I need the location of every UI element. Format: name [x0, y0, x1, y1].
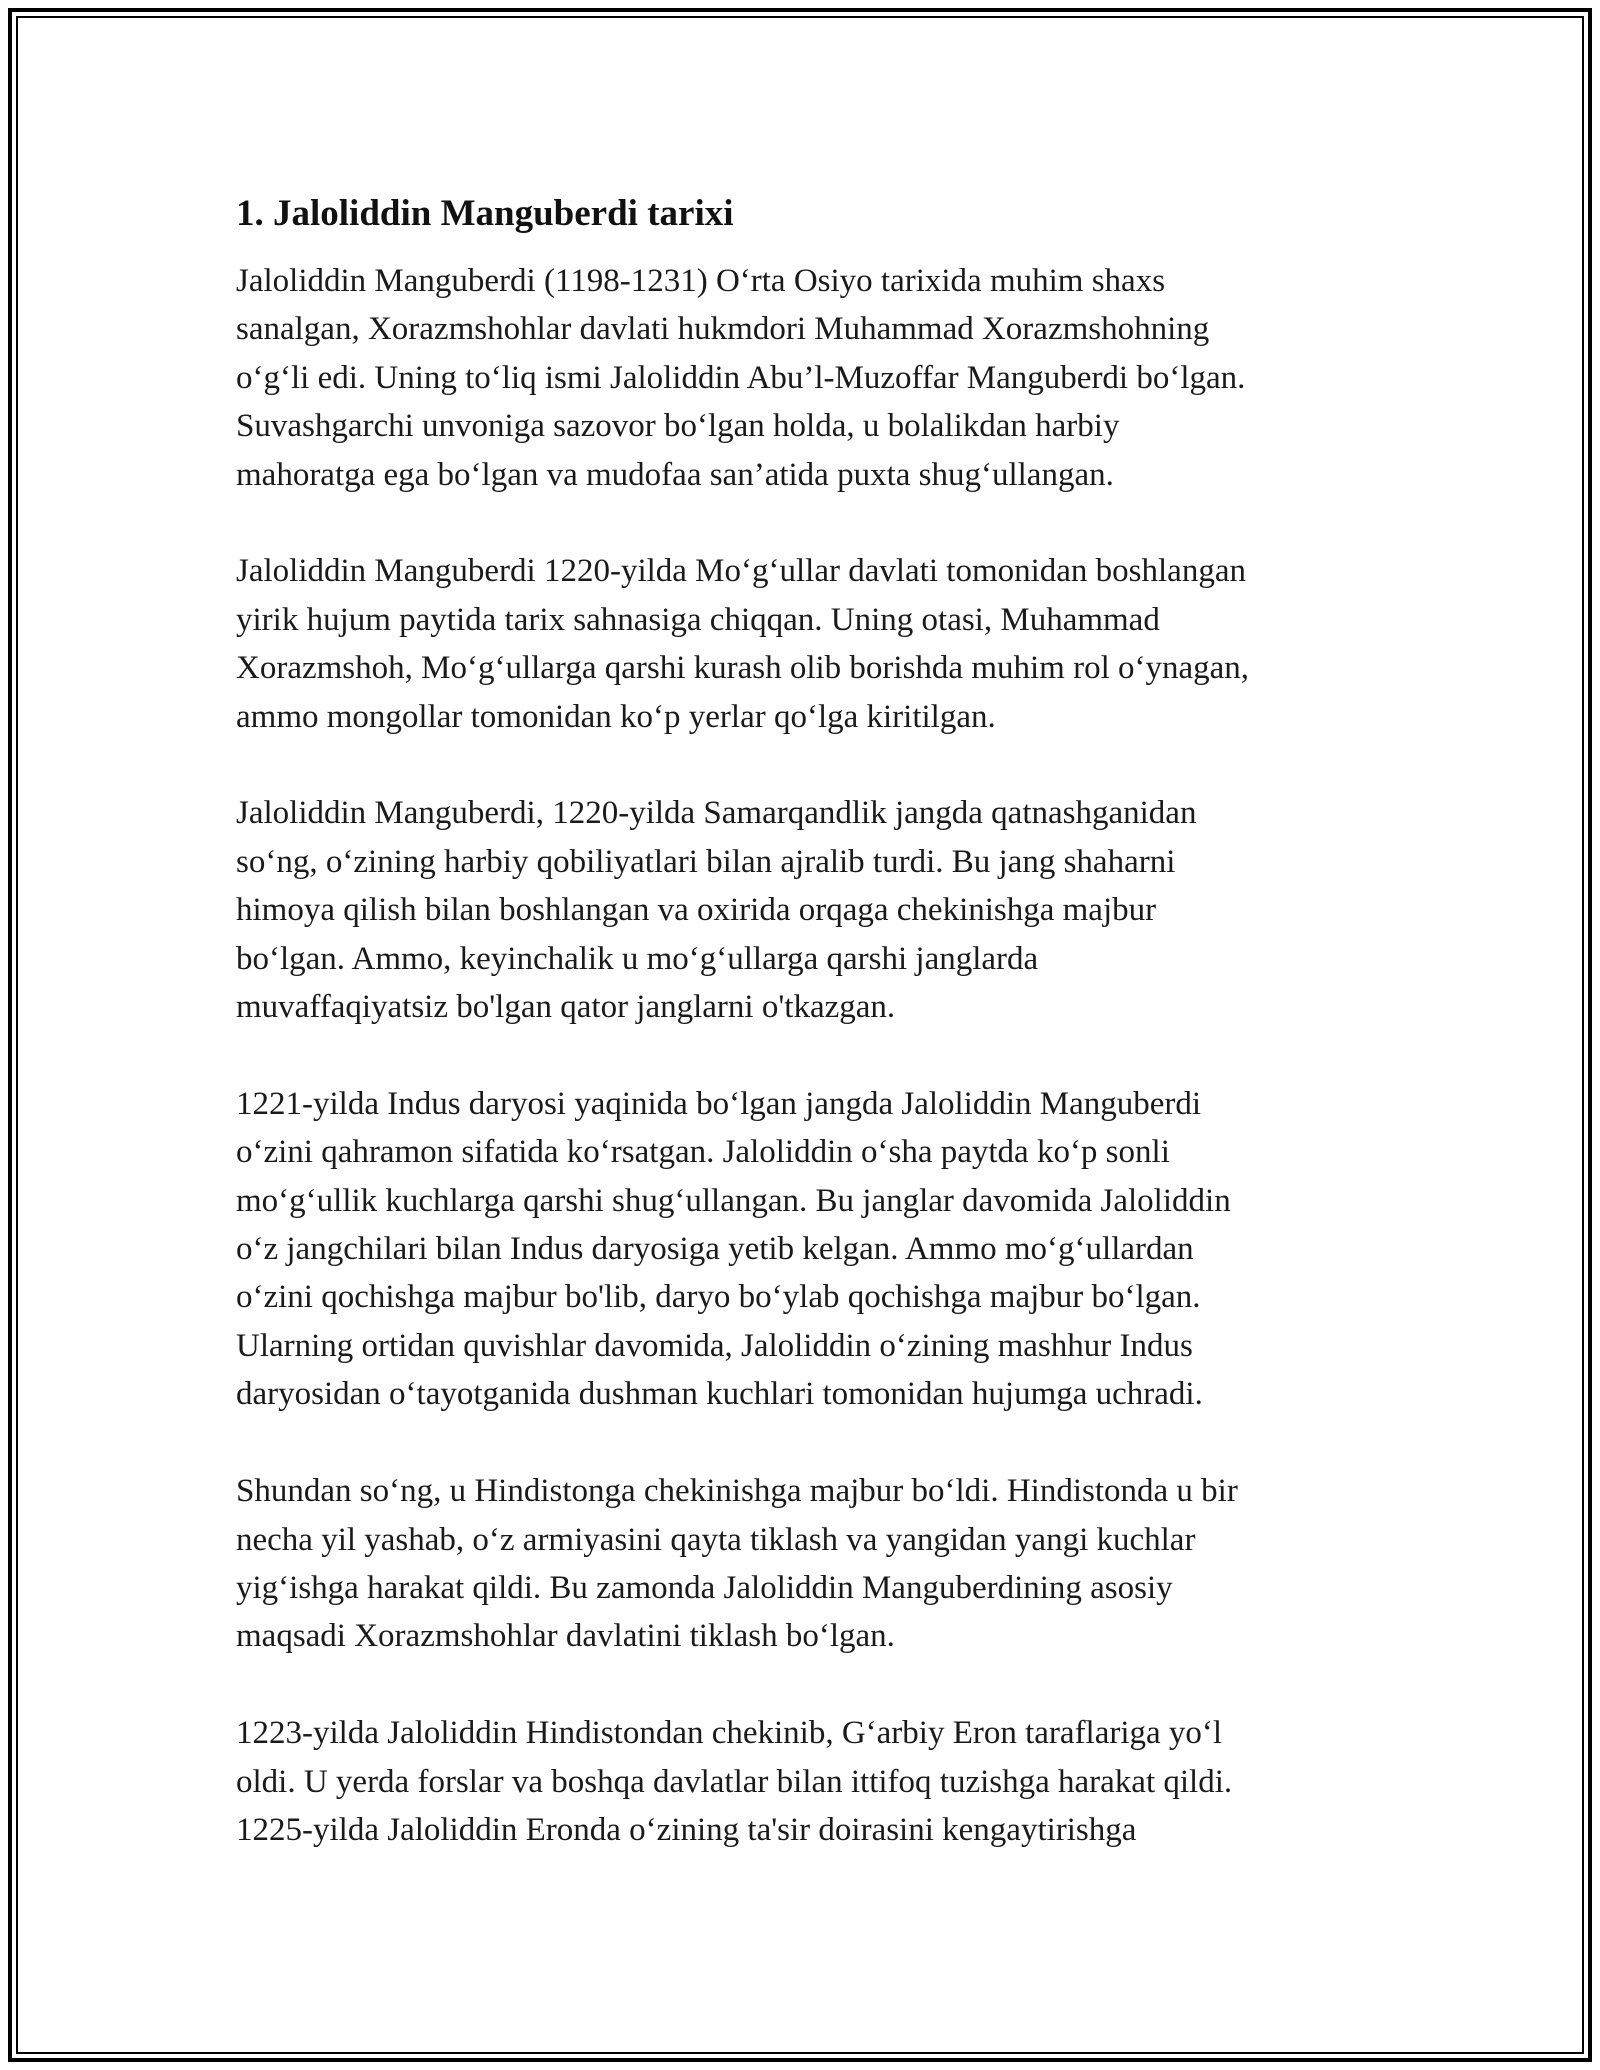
text-line: necha yil yashab, o‘z armiyasini qayta tiklash va yangidan yangi kuchlar: [236, 1521, 1196, 1558]
text-line: himoya qilish bilan boshlangan va oxirida orqaga chekinishga majbur: [236, 892, 1157, 929]
text-line: daryosidan o‘tayotganida dushman kuchlari tomonidan hujumga uchradi.: [236, 1376, 1203, 1413]
paragraph-1: [236, 257, 1386, 499]
text-line: so‘ng, o‘zining harbiy qobiliyatlari bilan ajralib turdi. Bu jang shaharni: [236, 843, 1176, 880]
text-line: Ularning ortidan quvishlar davomida, Jaloliddin o‘zining mashhur Indus: [236, 1327, 1193, 1364]
text-line: 1225-yilda Jaloliddin Eronda o‘zining ta'sir doirasini kengaytirishga: [236, 1811, 1137, 1848]
text-line: Jaloliddin Manguberdi (1198-1231) O‘rta Osiyo tarixida muhim shaxs: [236, 263, 1166, 299]
text-line: 1221-yilda Indus daryosi yaqinida bo‘lgan jangda Jaloliddin Manguberdi: [236, 1085, 1202, 1122]
text-line: o‘g‘li edi. Uning to‘liq ismi Jaloliddin Abu’l-Muzoffar Manguberdi bo‘lgan.: [236, 359, 1246, 396]
text-line: o‘zini qahramon sifatida ko‘rsatgan. Jaloliddin o‘sha paytda ko‘p sonli: [236, 1134, 1170, 1171]
paragraph-list: [236, 257, 1386, 1854]
text-line: ammo mongollar tomonidan ko‘p yerlar qo‘lga kiritilgan.: [236, 698, 996, 735]
text-line: yig‘ishga harakat qildi. Bu zamonda Jaloliddin Manguberdining asosiy: [236, 1569, 1173, 1606]
text-line: o‘zini qochishga majbur bo'lib, daryo bo‘ylab qochishga majbur bo‘lgan.: [236, 1279, 1201, 1316]
text-line: Jaloliddin Manguberdi 1220-yilda Mo‘g‘ullar davlati tomonidan boshlangan: [236, 553, 1246, 590]
paragraph-5: [236, 1467, 1386, 1661]
document-body: [236, 186, 1386, 1903]
text-line: yirik hujum paytida tarix sahnasiga chiqqan. Uning otasi, Muhammad: [236, 601, 1160, 638]
text-line: Xorazmshoh, Mo‘g‘ullarga qarshi kurash olib borishda muhim rol o‘ynagan,: [236, 650, 1250, 687]
text-line: Shundan so‘ng, u Hindistonga chekinishga majbur bo‘ldi. Hindistonda u bir: [236, 1473, 1238, 1510]
text-line: Jaloliddin Manguberdi, 1220-yilda Samarqandlik jangda qatnashganidan: [236, 795, 1197, 832]
text-line: maqsadi Xorazmshohlar davlatini tiklash bo‘lgan.: [236, 1618, 895, 1655]
text-line: muvaffaqiyatsiz bo'lgan qator janglarni o'tkazgan.: [236, 989, 896, 1026]
text-line: oldi. U yerda forslar va boshqa davlatlar bilan ittifoq tuzishga harakat qildi.: [236, 1763, 1233, 1800]
text-line: mo‘g‘ullik kuchlarga qarshi shug‘ullangan. Bu janglar davomida Jaloliddin: [236, 1182, 1231, 1219]
paragraph-2: [236, 547, 1386, 741]
paragraph-3: [236, 789, 1386, 1031]
paragraph-6: [236, 1709, 1386, 1854]
text-line: mahoratga ega bo‘lgan va mudofaa san’atida puxta shug‘ullangan.: [236, 456, 1114, 493]
section-heading: 1. Jaloliddin Manguberdi tarixi: [236, 193, 734, 234]
text-line: o‘z jangchilari bilan Indus daryosiga yetib kelgan. Ammo mo‘g‘ullardan: [236, 1231, 1194, 1268]
text-line: Suvashgarchi unvoniga sazovor bo‘lgan holda, u bolalikdan harbiy: [236, 408, 1120, 445]
paragraph-4: [236, 1080, 1386, 1419]
text-line: sanalgan, Xorazmshohlar davlati hukmdori Muhammad Xorazmshohning: [236, 311, 1210, 348]
text-line: 1223-yilda Jaloliddin Hindistondan chekinib, G‘arbiy Eron taraflariga yo‘l: [236, 1715, 1223, 1752]
text-line: bo‘lgan. Ammo, keyinchalik u mo‘g‘ullarga qarshi janglarda: [236, 940, 1039, 977]
